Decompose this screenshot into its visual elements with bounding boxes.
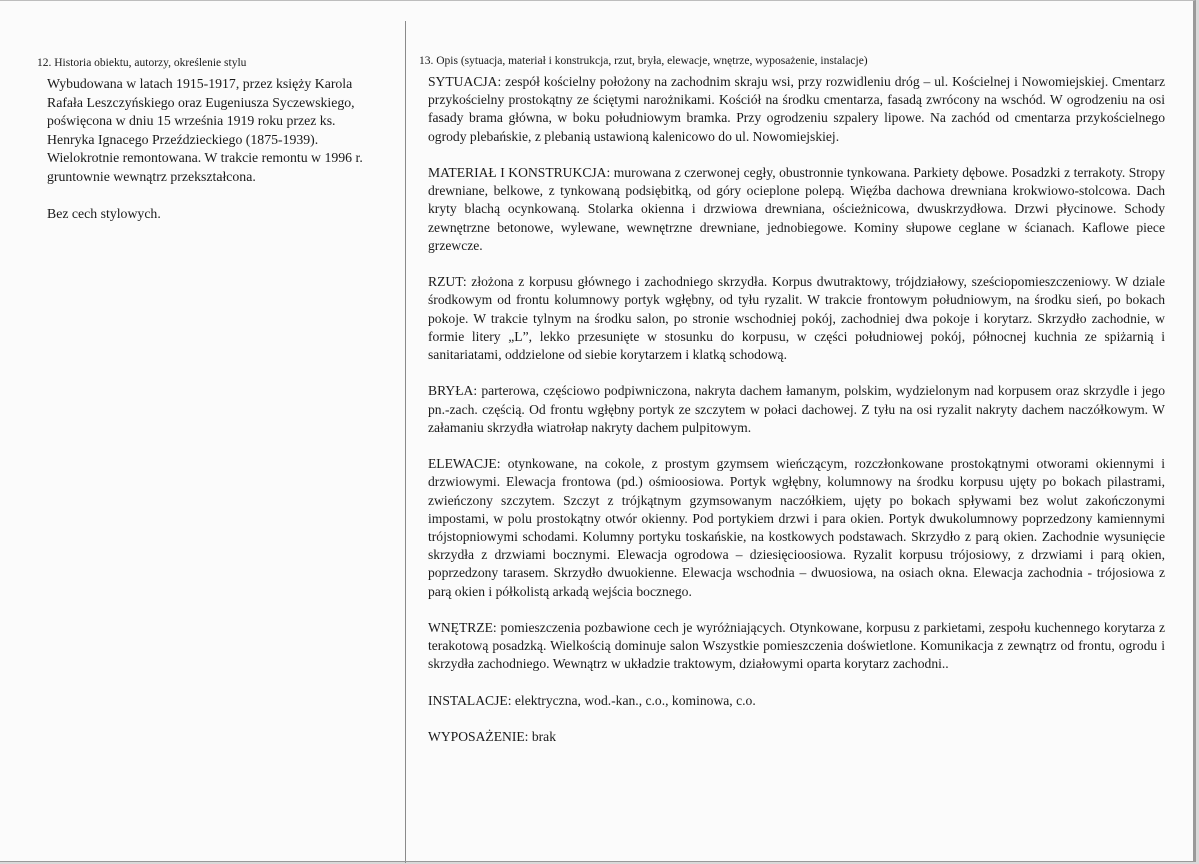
paragraph-plan: RZUT: złożona z korpusu głównego i zachodniego skrzydła. Korpus dwutraktowy, trójdziałowy, sześciopomieszczeniowy. W dziale środkowym od frontu kolumnowy portyk wgłębny, od tyłu ryzalit. W trakcie frontowym południowym, na środku sień, po bokach pokoje. W trakcie tylnym na środku salon, po stronie wschodniej pokój, zachodniej dwa pokoje i korytarz. Skrzydło zachodnie, w formie litery „L”, lekko przesunięte w stosunku do korpusu, w części południowej pokój, północnej kuchnia ze spiżarnią i sanitariatami, oddzielone od siebie korytarzem i klatką schodową. — [428, 274, 1165, 363]
section-12-body — [47, 75, 380, 224]
paragraph-massing: BRYŁA: parterowa, częściowo podpiwniczona, nakryta dachem łamanym, polskim, wydzielonym nad korpusem oraz skrzydle i jego pn.-zach. częścią. Od frontu wgłębny portyk ze szczytem w połaci dachowej. Z tyłu na osi ryzalit nakryty dachem naczółkowym. W załamaniu skrzydła wiatrołap nakryty dachem pulpitowym. — [428, 383, 1165, 435]
paragraph-installations: INSTALACJE: elektryczna, wod.-kan., c.o., kominowa, c.o. — [428, 692, 756, 708]
column-divider — [405, 21, 406, 863]
history-text: Wybudowana w latach 1915-1917, przez księży Karola Rafała Leszczyńskiego oraz Eugeniusza Syczewskiego, poświęcona w dniu 15 września 1919 roku przez ks. Henryka Ignacego Przeździeckiego (1875-1939). Wielokrotnie remontowana. W trakcie remontu w 1996 r. gruntownie wewnątrz przekształcona. — [47, 76, 363, 184]
paragraph-material: MATERIAŁ I KONSTRUKCJA: murowana z czerwonej cegły, obustronnie tynkowana. Parkiety dębowe. Posadzki z terrakoty. Stropy drewniane, belkowe, z tynkowaną podsiębitką, od góry ocieplone polepą. Więźba dachowa drewniana krokwiowo-stolcowa. Dach kryty blachą ocynkowaną. Stolarka okienna i drzwiowa drewniana, ościeżnicowa, dwuskrzydłowa. Drzwi płycinowe. Schody zewnętrzne betonowe, wylewane, wewnętrzne drewniane, jednobiegowe. Kominy słupowe ceglane w ścianach. Kaflowe piece grzewcze. — [428, 165, 1165, 253]
section-13-heading: 13. Opis (sytuacja, materiał i konstrukcja, rzut, bryła, elewacje, wnętrze, wyposażenie, instalacje) — [419, 55, 868, 67]
bottom-rule — [0, 861, 1196, 862]
paragraph-elevations: ELEWACJE: otynkowane, na cokole, z prostym gzymsem wieńczącym, rozczłonkowane prostokątnymi otworami okiennymi i drzwiowymi. Elewacja frontowa (pd.) ośmioosiowa. Portyk wgłębny, kolumnowy na środku korpusu ujęty po bokach pilastrami, zwieńczony szczytem. Szczyt z trójkątnym gzymsowanym naczółkiem, ujęty po bokach spływami bez wolut zakończonymi impostami, w polu prostokątny otwór okienny. Pod portykiem drzwi i para okien. Portyk dwukolumnowy poprzedzony kamiennymi trójstopniowymi schodami. Kolumny portyku toskańskie, na kostkowych podstawach. Skrzydło z parą okien. Zachodnie wysunięcie skrzydła z drzwiami bocznymi. Elewacja ogrodowa – dziesięcioosiowa. Ryzalit korpusu trójosiowy, z drzwiami i parą okien, poprzedzony tarasem. Skrzydło dwuokienne. Elewacja wschodnia – dwuosiowa, na osiach okna. Elewacja zachodnia - trójosiowa z parą okien i półkolistą arkadą wejścia bocznego. — [428, 456, 1165, 599]
section-13-body — [428, 73, 1165, 765]
style-text: Bez cech stylowych. — [47, 206, 161, 222]
paragraph-interior: WNĘTRZE: pomieszczenia pozbawione cech je wyróżniających. Otynkowane, korpusu z parkietami, zespołu kuchennego korytarza z terakotową posadzką. Wielkością dominuje salon Wszystkie pomieszczenia doświetlone. Komunikacja z zewnątrz od frontu, ogrodu i skrzydła zachodniego. Wewnątrz w układzie traktowym, działowymi oparta korytarz zachodni.. — [428, 620, 1165, 672]
section-12-heading: 12. Historia obiektu, autorzy, określenie stylu — [37, 57, 247, 69]
paragraph-furnishings: WYPOSAŻENIE: brak — [428, 729, 556, 745]
paragraph-situation: SYTUACJA: zespół kościelny położony na zachodnim skraju wsi, przy rozwidleniu dróg – ul. Kościelnej i Nowomiejskiej. Cmentarz przykościelny prostokątny ze ściętymi narożnikami. Kościół na środku cmentarza, fasadą zwrócony na wschód. W ogrodzeniu na osi fasady brama główna, w boku południowym bramka. Przy ogrodzeniu szpalery lipowe. Na zachód od cmentarza przykościelnego ogrody plebańskie, z plebanią ustawioną kalenicowo do ul. Nowomiejskiej. — [428, 74, 1165, 144]
